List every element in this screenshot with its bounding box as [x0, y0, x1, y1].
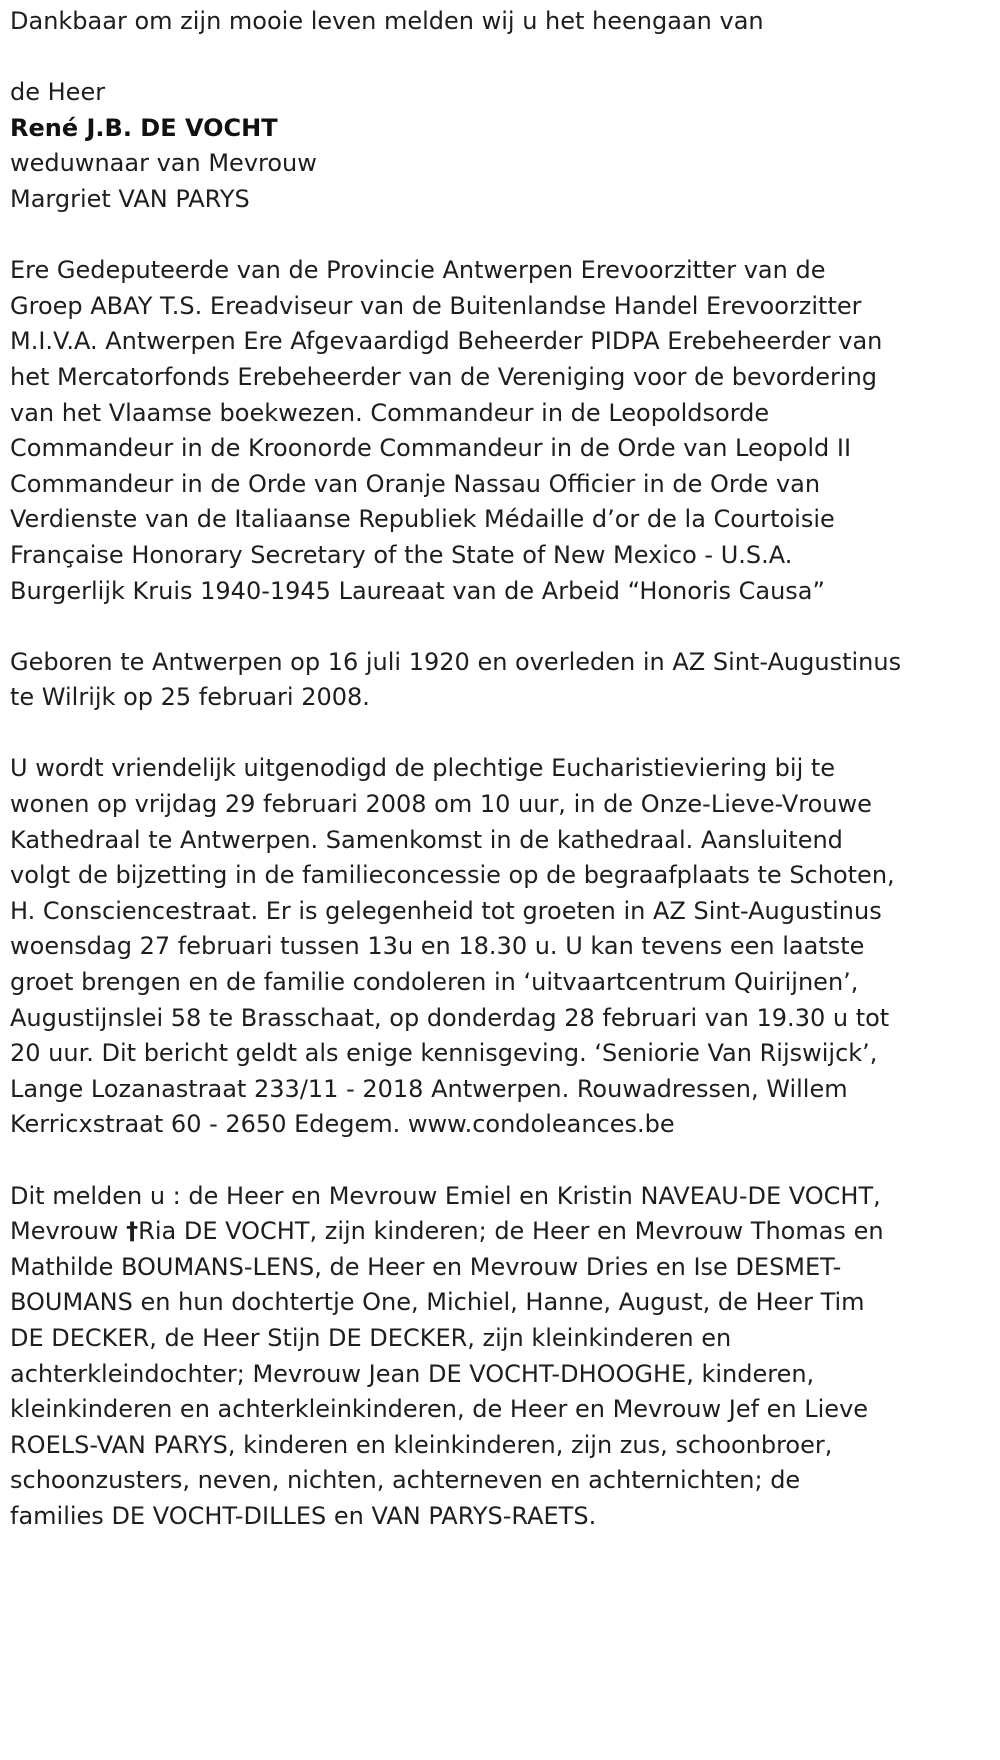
honors-paragraph — [10, 253, 970, 609]
family-paragraph — [10, 1179, 970, 1535]
family-line: Mathilde BOUMANS-LENS, de Heer en Mevrouw Dries en Ise DESMET- — [10, 1252, 842, 1281]
family-line: schoonzusters, neven, nichten, achterneven en achternichten; de — [10, 1466, 801, 1495]
family-line: achterkleindochter; Mevrouw Jean DE VOCHT-DHOOGHE, kinderen, — [10, 1359, 815, 1388]
ceremony-line: Kathedraal te Antwerpen. Samenkomst in de kathedraal. Aansluitend — [10, 825, 843, 854]
ceremony-line: groet brengen en de familie condoleren in ‘uitvaartcentrum Quirijnen’, — [10, 968, 859, 997]
spacer — [10, 1143, 970, 1179]
honors-line: Commandeur in de Kroonorde Commandeur in de Orde van Leopold II — [10, 434, 852, 463]
ceremony-line: Augustijnslei 58 te Brasschaat, op donderdag 28 februari van 19.30 u tot — [10, 1003, 890, 1032]
family-line: BOUMANS en hun dochtertje One, Michiel, Hanne, August, de Heer Tim — [10, 1288, 865, 1317]
family-line: Dit melden u : de Heer en Mevrouw Emiel en Kristin NAVEAU-DE VOCHT, — [10, 1181, 881, 1210]
ceremony-paragraph — [10, 751, 970, 1143]
family-line: families DE VOCHT-DILLES en VAN PARYS-RAETS. — [10, 1501, 597, 1530]
birth-death-line: Geboren te Antwerpen op 16 juli 1920 en overleden in AZ Sint-Augustinus — [10, 647, 902, 676]
ceremony-line: wonen op vrijdag 29 februari 2008 om 10 uur, in de Onze-Lieve-Vrouwe — [10, 790, 872, 819]
honors-line: Groep ABAY T.S. Ereadviseur van de Buitenlandse Handel Erevoorzitter — [10, 291, 862, 320]
spacer — [10, 609, 970, 645]
honors-line: Ere Gedeputeerde van de Provincie Antwerpen Erevoorzitter van de — [10, 256, 826, 285]
widower-line: weduwnaar van Mevrouw — [10, 149, 317, 178]
honors-line: Française Honorary Secretary of the State of New Mexico - U.S.A. — [10, 540, 793, 569]
ceremony-line: woensdag 27 februari tussen 13u en 18.30 u. U kan tevens een laatste — [10, 932, 865, 961]
family-line: kleinkinderen en achterkleinkinderen, de Heer en Mevrouw Jef en Lieve — [10, 1395, 869, 1424]
ceremony-line: Lange Lozanastraat 233/11 - 2018 Antwerpen. Rouwadressen, Willem — [10, 1074, 848, 1103]
honors-line: M.I.V.A. Antwerpen Ere Afgevaardigd Beheerder PIDPA Erebeheerder van — [10, 327, 883, 356]
family-line: DE DECKER, de Heer Stijn DE DECKER, zijn kleinkinderen en — [10, 1323, 732, 1352]
deceased-name: René J.B. DE VOCHT — [10, 113, 278, 142]
title-prefix: de Heer — [10, 78, 106, 107]
honors-line: Verdienste van de Italiaanse Republiek Médaille d’or de la Courtoisie — [10, 505, 835, 534]
family-line — [10, 1214, 970, 1250]
ceremony-line: 20 uur. Dit bericht geldt als enige kennisgeving. ‘Seniorie Van Rijswijck’, — [10, 1039, 878, 1068]
family-line: ROELS-VAN PARYS, kinderen en kleinkinderen, zijn zus, schoonbroer, — [10, 1430, 833, 1459]
intro-text: Dankbaar om zijn mooie leven melden wij u het heengaan van — [10, 7, 764, 35]
spacer — [10, 40, 970, 76]
ceremony-line: U wordt vriendelijk uitgenodigd de plechtige Eucharistieviering bij te — [10, 754, 836, 783]
honors-line: Burgerlijk Kruis 1940-1945 Laureaat van de Arbeid “Honoris Causa” — [10, 576, 825, 605]
ceremony-line: volgt de bijzetting in de familieconcessie op de begraafplaats te Schoten, — [10, 861, 895, 890]
honors-line: van het Vlaamse boekwezen. Commandeur in de Leopoldsorde — [10, 398, 770, 427]
birth-death-line: te Wilrijk op 25 februari 2008. — [10, 683, 370, 712]
ceremony-line: H. Consciencestraat. Er is gelegenheid tot groeten in AZ Sint-Augustinus — [10, 896, 882, 925]
spouse-name: Margriet VAN PARYS — [10, 184, 250, 213]
obituary-document — [10, 4, 970, 1535]
spacer — [10, 716, 970, 752]
honors-line: het Mercatorfonds Erebeheerder van de Vereniging voor de bevordering — [10, 362, 878, 391]
honors-line: Commandeur in de Orde van Oranje Nassau Officier in de Orde van — [10, 469, 821, 498]
spacer — [10, 218, 970, 254]
birth-death-paragraph — [10, 645, 970, 716]
family-line-text: Ria DE VOCHT, zijn kinderen; de Heer en Mevrouw Thomas en — [138, 1217, 884, 1246]
family-line-text: Mevrouw — [10, 1217, 127, 1246]
ceremony-line: Kerricxstraat 60 - 2650 Edegem. www.condoleances.be — [10, 1110, 675, 1139]
cross-icon: † — [126, 1217, 139, 1246]
